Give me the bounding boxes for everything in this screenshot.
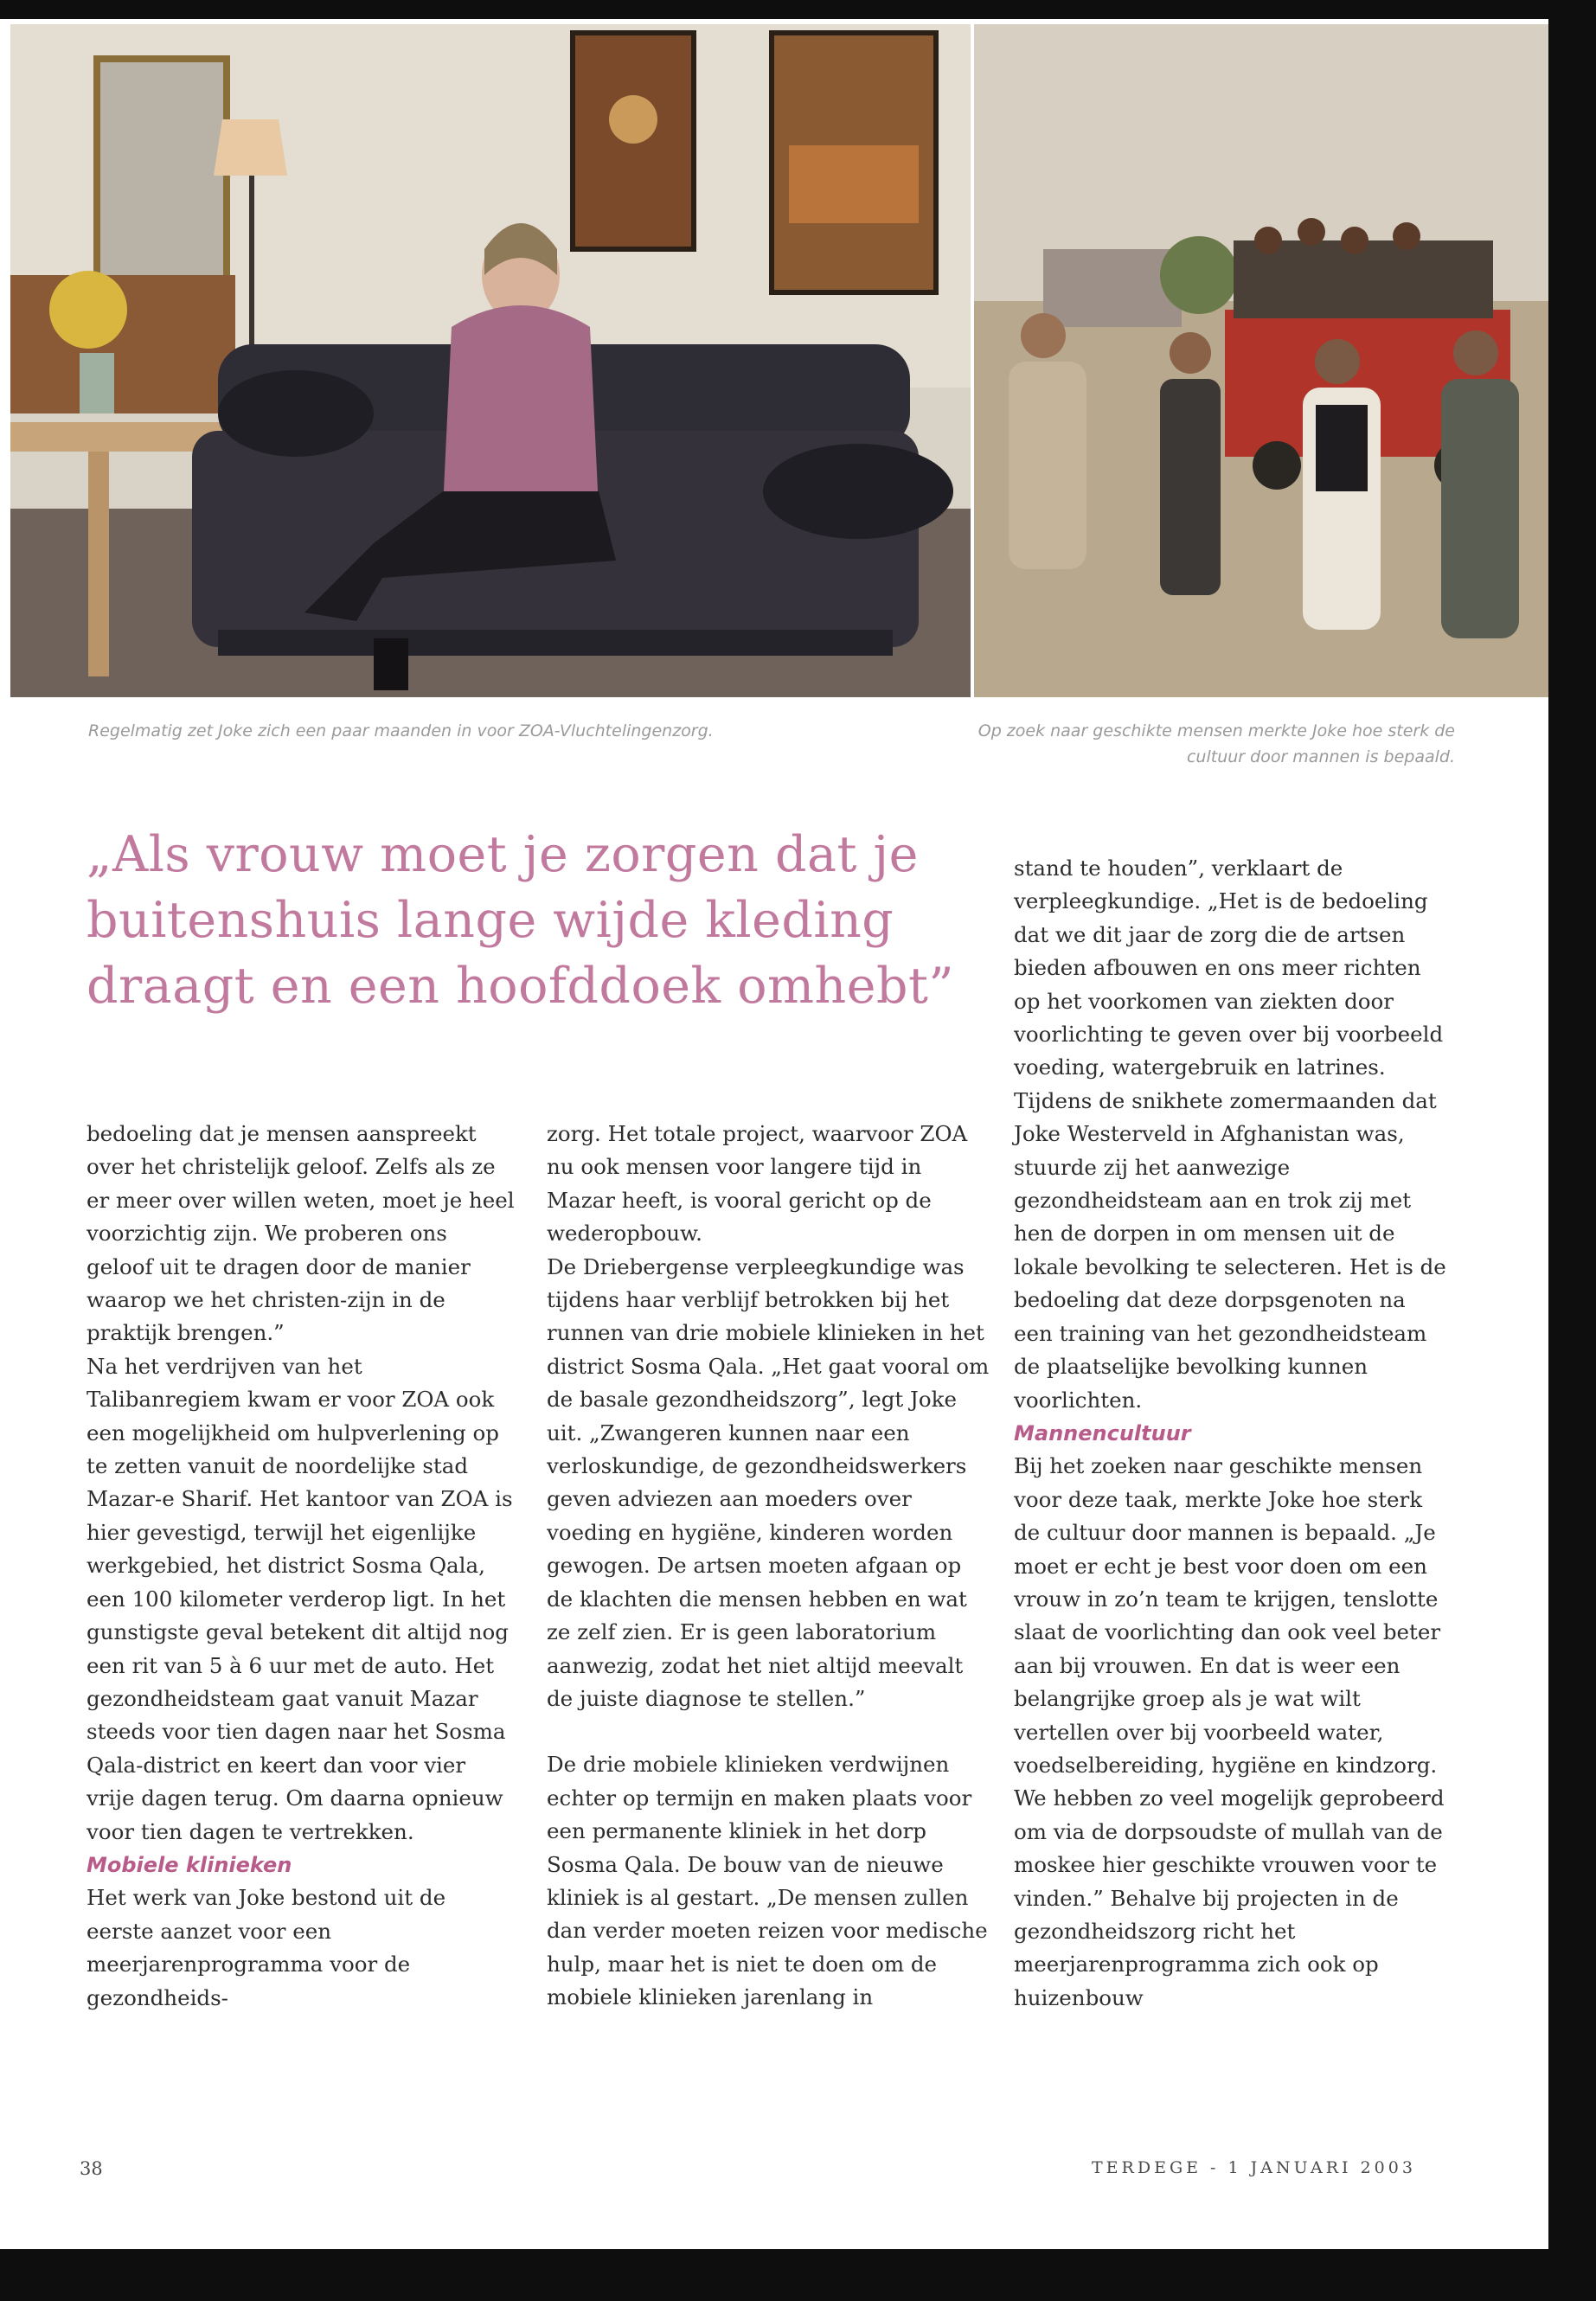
scan-edge-top (0, 0, 1596, 19)
paragraph: Na het verdrijven van het Talibanregiem kwam er voor ZOA ook een mogelijkheid om hulpverlening op te zetten vanuit de noordelijke stad Mazar-e Sharif. Het kantoor van ZOA is hier gevestigd, terwijl het eigenlijke werkgebied, het district Sosma Qala, een 100 kilometer verderop ligt. In het gunstigste geval betekent dit altijd nog een rit van 5 à 6 uur met de auto. Het gezondheidsteam gaat vanuit Mazar steeds voor tien dagen naar het Sosma Qala-district en keert dan voor vier vrije dagen terug. Om daarna opnieuw voor tien dagen te vertrekken. (87, 1353, 513, 1844)
footer-publication-date: TERDEGE - 1 JANUARI 2003 (1092, 2158, 1416, 2177)
photo-woman-on-sofa (10, 24, 971, 697)
scan-edge-bottom (0, 2249, 1596, 2301)
paragraph: stand te houden”, verklaart de verpleegkundige. „Het is de bedoeling dat we dit jaar de zorg die de artsen bieden afbouwen en ons meer richten op het voorkomen van ziekten door voorlichting te geven over bij voorbeeld voeding, watergebruik en latrines. (1014, 856, 1444, 1080)
paragraph: bedoeling dat je mensen aanspreekt over het christelijk geloof. Zelfs als ze er meer over willen weten, moet je heel voorzichtig zijn. We proberen ons geloof uit te dragen door de manier waarop we het christen-zijn in de praktijk brengen.” (87, 1121, 515, 1346)
photo-caption-left: Regelmatig zet Joke zich een paar maanden in voor ZOA-Vluchtelingenzorg. (88, 721, 714, 740)
scan-edge-right (1548, 0, 1596, 2301)
text-column-2 (547, 1118, 992, 2015)
subheading-mobiele-klinieken: Mobiele klinieken (87, 1852, 292, 1877)
photo-men-afghanistan (974, 24, 1548, 697)
page-number: 38 (80, 2158, 103, 2179)
paragraph: Tijdens de snikhete zomermaanden dat Joke Westerveld in Afghanistan was, stuurde zij het aanwezige gezondheidsteam aan en trok zij met hen de dorpen in om mensen uit de lokale bevolking te selecteren. Het is de bedoeling dat deze dorpsgenoten na een training van het gezondheidsteam de plaatselijke bevolking kunnen voorlichten. (1014, 1087, 1446, 1413)
text-column-3 (1014, 852, 1451, 2015)
paragraph: Het werk van Joke bestond uit de eerste aanzet voor een meerjarenprogramma voor de gezondheids- (87, 1885, 446, 2010)
text-column-1 (87, 1118, 519, 2015)
paragraph: zorg. Het totale project, waarvoor ZOA nu ook mensen voor langere tijd in Mazar heeft, is vooral gericht op de wederopbouw. (547, 1121, 968, 1247)
pull-quote: „Als vrouw moet je zorgen dat je buitenshuis lange wijde kleding draagt en een hoofddoek omhebt” (87, 826, 955, 1015)
paragraph: De Driebergense verpleegkundige was tijdens haar verblijf betrokken bij het runnen van drie mobiele klinieken in het district Sosma Qala. „Het gaat vooral om de basale gezondheidszorg”, legt Joke uit. „Zwangeren kunnen naar een verloskundige, de gezondheidswerkers geven adviezen aan moeders over voeding en hygiëne, kinderen worden gewogen. De artsen moeten afgaan op de klachten die mensen hebben en wat ze zelf zien. Er is geen laboratorium aanwezig, zodat het niet altijd meevalt de juiste diagnose te stellen.” (547, 1253, 990, 1711)
photo-caption-right: Op zoek naar geschikte mensen merkte Joke hoe sterk de cultuur door mannen is bepaald. (977, 721, 1455, 766)
subheading-mannencultuur: Mannencultuur (1014, 1420, 1191, 1445)
paragraph: Bij het zoeken naar geschikte mensen voor deze taak, merkte Joke hoe sterk de cultuur door mannen is bepaald. „Je moet er echt je best voor doen om een vrouw in zo’n team te krijgen, tenslotte slaat de voorlichting dan ook veel beter aan bij vrouwen. En dat is weer een belangrijke groep als je wat wilt vertellen over bij voorbeeld water, voedselbereiding, hygiëne en kindzorg. We hebben zo veel mogelijk geprobeerd om via de dorpsoudste of mullah van de moskee hier geschikte vrouwen voor te vinden.” Behalve bij projecten in de gezondheidszorg richt het meerjarenprogramma zich ook op huizenbouw (1014, 1453, 1445, 2010)
paragraph: De drie mobiele klinieken verdwijnen echter op termijn en maken plaats voor een permanente kliniek in het dorp Sosma Qala. De bouw van de nieuwe kliniek is al gestart. „De mensen zullen dan verder moeten reizen voor medische hulp, maar het is niet te doen om de mobiele klinieken jarenlang in (547, 1752, 988, 2010)
